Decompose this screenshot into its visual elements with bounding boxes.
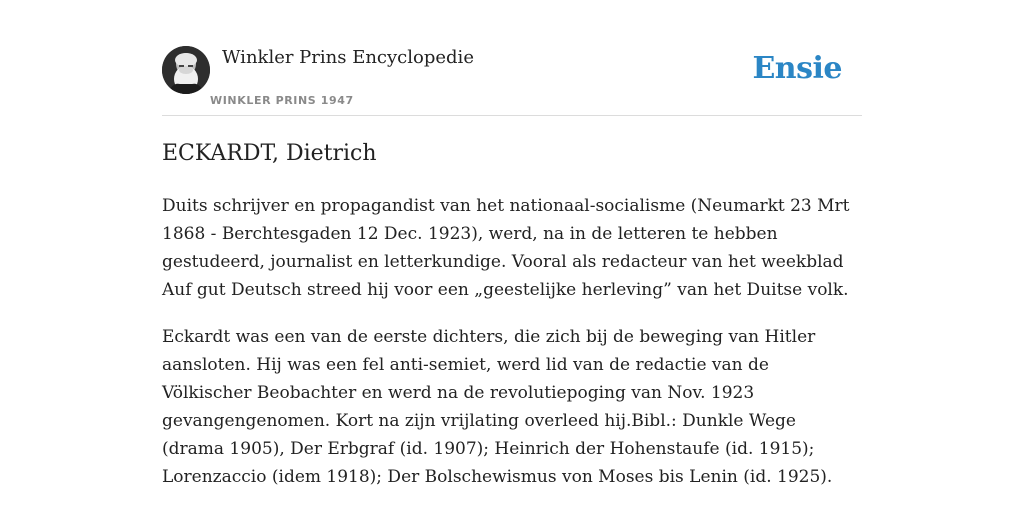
- article-paragraph: Eckardt was een van de eerste dichters, die zich bij de beweging van Hitler aansloten. Hij was een fel anti-semiet, werd lid van de redactie van de Völkischer Beobachter en werd na de revolutiepoging van Nov. 1923 gevangengenomen. Kort na zijn vrijlating overleed hij.Bibl.: Dunkle Wege (drama 1905), Der Erbgraf (id. 1907); Heinrich der Hohenstaufe (id. 1915); Lorenzaccio (idem 1918); Der Bolschewismus von Moses bis Lenin (id. 1925).: [162, 327, 833, 487]
- avatar[interactable]: [162, 46, 210, 94]
- source-header: [162, 0, 862, 116]
- article-title: ECKARDT, Dietrich: [162, 141, 377, 166]
- brand-logo-link[interactable]: Ensie: [752, 51, 842, 86]
- source-title[interactable]: Winkler Prins Encyclopedie: [222, 47, 474, 68]
- bearded-man-portrait-icon: [162, 46, 210, 94]
- source-subtitle: WINKLER PRINS 1947: [210, 94, 354, 107]
- page: [162, 0, 862, 487]
- article-body: [162, 192, 862, 510]
- article-paragraph: Duits schrijver en propagandist van het nationaal-socialisme (Neumarkt 23 Mrt 1868 - Berchtesgaden 12 Dec. 1923), werd, na in de letteren te hebben gestudeerd, journalist en letterkundige. Vooral als redacteur van het weekblad Auf gut Deutsch streed hij voor een „geestelijke herleving” van het Duitse volk.: [162, 196, 850, 300]
